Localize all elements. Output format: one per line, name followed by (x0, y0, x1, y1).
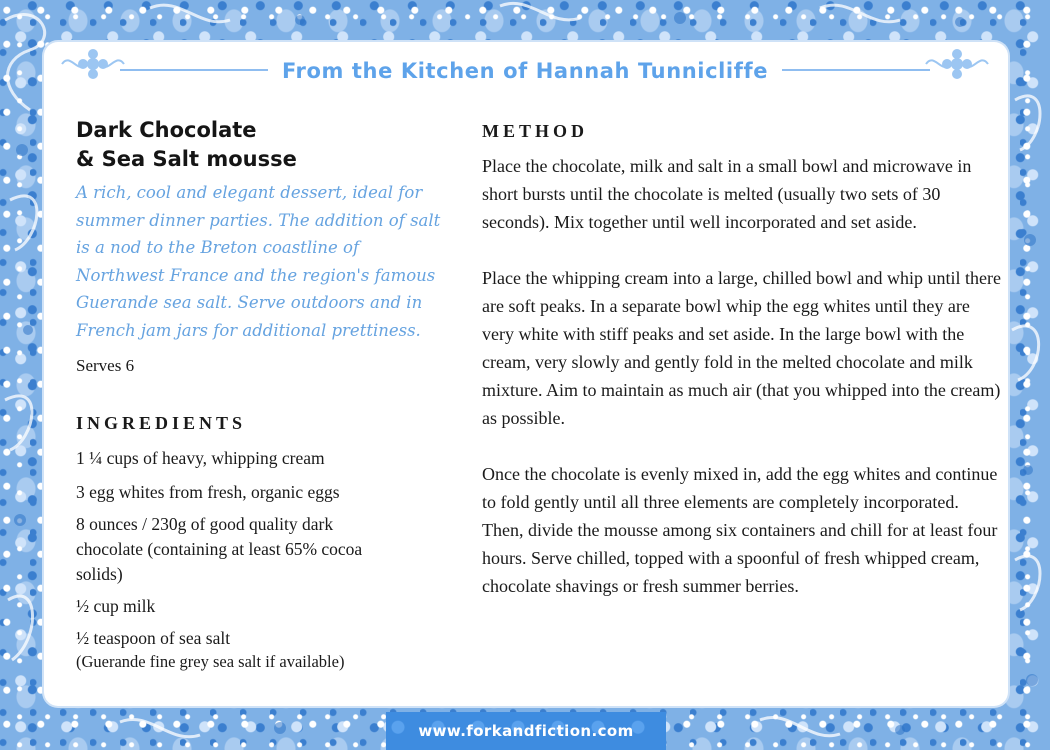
recipe-title (76, 116, 297, 174)
method-paragraph: Place the chocolate, milk and salt in a small bowl and microwave in short bursts until the chocolate is melted (usually two sets of 30 seconds). Mix together until well incorporated and set aside. (482, 156, 972, 232)
website-link[interactable]: www.forkandfiction.com (418, 722, 634, 740)
ingredient-item (76, 512, 386, 587)
method-heading: METHOD (482, 121, 589, 141)
card-header (0, 48, 1050, 94)
ingredient-item (76, 626, 456, 673)
method-paragraph: Once the chocolate is evenly mixed in, add the egg whites and continue to fold gently until all three elements are completely incorporated. Then, divide the mousse among six containers and chill for at least four hours. Serve chilled, topped with a spoonful of fresh whipped cream, chocolate shavings or fresh summer berries. (482, 464, 998, 596)
ingredient-item (76, 594, 456, 619)
ingredients-heading: INGREDIENTS (76, 413, 247, 433)
footer-band (386, 712, 666, 750)
ingredient-text: 8 ounces / 230g of good quality dark chocolate (containing at least 65% cocoa solids) (76, 514, 363, 584)
ingredient-item (76, 480, 456, 505)
ingredient-text: ½ cup milk (76, 596, 156, 616)
ingredient-text: 3 egg whites from fresh, organic eggs (76, 482, 340, 502)
recipe-title-line-1: Dark Chocolate (76, 118, 257, 142)
serves-count: Serves 6 (76, 356, 135, 375)
method-steps (482, 152, 1002, 628)
card-title: From the Kitchen of Hannah Tunnicliffe (268, 59, 782, 83)
ingredient-text: ½ teaspoon of sea salt (76, 628, 231, 648)
method-paragraph: Place the whipping cream into a large, chilled bowl and whip until there are soft peaks. In a separate bowl whip the egg whites until they are very white with stiff peaks and set aside. In the large bowl with the cream, very slowly and gently fold in the melted chocolate and milk mixture. Aim to maintain as much air (that you whipped into the cream) as possible. (482, 268, 1002, 428)
recipe-title-line-2: & Sea Salt mousse (76, 147, 297, 171)
ingredient-text: 1 ¼ cups of heavy, whipping cream (76, 448, 325, 468)
ingredient-note: (Guerande fine grey sea salt if available) (76, 652, 345, 671)
ingredient-item (76, 446, 456, 471)
ingredients-list (76, 446, 456, 673)
recipe-intro: A rich, cool and elegant dessert, ideal for summer dinner parties. The addition of salt is a nod to the Breton coastline of Northwest France and the region's famous Guerande sea salt. Serve outdoors and in French jam jars for additional prettiness. (76, 183, 441, 340)
